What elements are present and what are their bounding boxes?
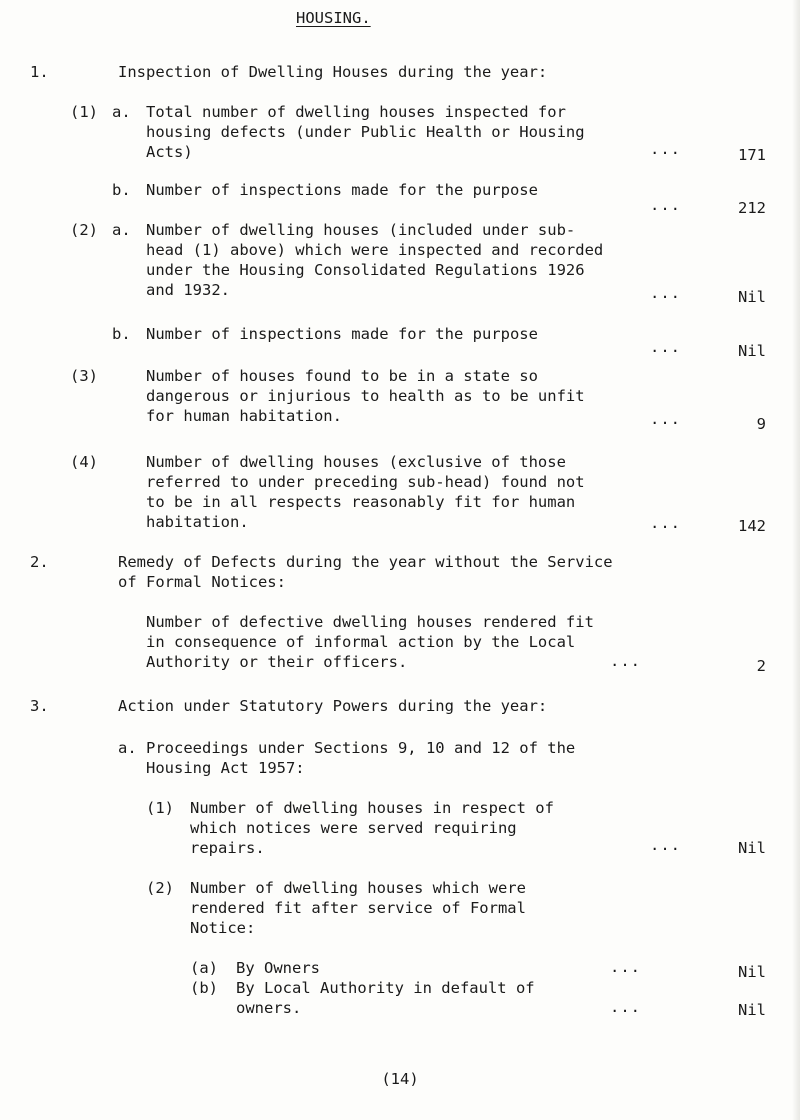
section-2-dots: ... bbox=[610, 652, 641, 670]
section-2-number: 2. bbox=[30, 553, 49, 571]
sub-1-line-2: which notices were served requiring bbox=[190, 819, 517, 837]
sub-2a-label: (a) bbox=[190, 959, 218, 977]
sub-2-line-3: Notice: bbox=[190, 919, 256, 937]
section-2-heading-line-1: Remedy of Defects during the year without the Service bbox=[118, 553, 613, 571]
item-4-line-1: Number of dwelling houses (exclusive of those bbox=[146, 453, 566, 471]
item-2a-value: Nil bbox=[738, 288, 766, 306]
item-2a-line-4: and 1932. bbox=[146, 281, 230, 299]
item-3-line-2: dangerous or injurious to health as to be unfit bbox=[146, 387, 585, 405]
section-2-line-2: in consequence of informal action by the Local bbox=[146, 633, 576, 651]
section-1-heading: Inspection of Dwelling Houses during the year: bbox=[118, 63, 548, 81]
section-3-number: 3. bbox=[30, 697, 49, 715]
item-3-dots: ... bbox=[650, 410, 681, 428]
item-2a-line-3: under the Housing Consolidated Regulations 1926 bbox=[146, 261, 585, 279]
item-1a-dots: ... bbox=[650, 140, 681, 158]
item-1a-line-2: housing defects (under Public Health or Housing bbox=[146, 123, 585, 141]
section-2-value: 2 bbox=[756, 657, 766, 675]
item-4-number: (4) bbox=[70, 453, 98, 471]
sub-2a-value: Nil bbox=[738, 963, 766, 981]
item-2b-line-1: Number of inspections made for the purpose bbox=[146, 325, 538, 343]
item-1b-dots: ... bbox=[650, 196, 681, 214]
sub-2a-dots: ... bbox=[610, 958, 641, 976]
item-1b-line-1: Number of inspections made for the purpose bbox=[146, 181, 538, 199]
item-2-number: (2) bbox=[70, 221, 98, 239]
section-2-line-1: Number of defective dwelling houses rendered fit bbox=[146, 613, 594, 631]
sub-2b-line-2: owners. bbox=[236, 999, 302, 1017]
page-edge-shadow bbox=[792, 0, 800, 1120]
sub-1-value: Nil bbox=[738, 839, 766, 857]
sub-2b-line-1: By Local Authority in default of bbox=[236, 979, 535, 997]
item-4-line-2: referred to under preceding sub-head) found not bbox=[146, 473, 585, 491]
section-3a-line-1: Proceedings under Sections 9, 10 and 12 of the bbox=[146, 739, 576, 757]
item-4-line-3: to be in all respects reasonably fit for human bbox=[146, 493, 576, 511]
item-3-line-1: Number of houses found to be in a state so bbox=[146, 367, 538, 385]
sub-1-line-3: repairs. bbox=[190, 839, 265, 857]
page-title: HOUSING. bbox=[296, 9, 371, 27]
sub-1-dots: ... bbox=[650, 836, 681, 854]
item-1a-line-3: Acts) bbox=[146, 143, 193, 161]
page-number: (14) bbox=[381, 1070, 419, 1088]
item-3-line-3: for human habitation. bbox=[146, 407, 342, 425]
sub-2a-text: By Owners bbox=[236, 959, 320, 977]
item-1b-value: 212 bbox=[738, 199, 766, 217]
sub-1-line-1: Number of dwelling houses in respect of bbox=[190, 799, 554, 817]
item-4-line-4: habitation. bbox=[146, 513, 249, 531]
item-2a-dots: ... bbox=[650, 284, 681, 302]
section-3a-label: a. bbox=[118, 739, 137, 757]
section-2-line-3: Authority or their officers. bbox=[146, 653, 408, 671]
sub-2-line-1: Number of dwelling houses which were bbox=[190, 879, 526, 897]
sub-2b-dots: ... bbox=[610, 998, 641, 1016]
item-2a-label: a. bbox=[112, 221, 131, 239]
section-3-heading: Action under Statutory Powers during the year: bbox=[118, 697, 548, 715]
sub-1-number: (1) bbox=[146, 799, 174, 817]
section-2-heading-line-2: of Formal Notices: bbox=[118, 573, 286, 591]
item-2a-line-2: head (1) above) which were inspected and recorded bbox=[146, 241, 604, 259]
item-2b-label: b. bbox=[112, 325, 131, 343]
item-1a-value: 171 bbox=[738, 146, 766, 164]
item-2b-dots: ... bbox=[650, 338, 681, 356]
item-2b-value: Nil bbox=[738, 342, 766, 360]
item-1b-label: b. bbox=[112, 181, 131, 199]
sub-2b-value: Nil bbox=[738, 1001, 766, 1019]
section-1-number: 1. bbox=[30, 63, 49, 81]
sub-2b-label: (b) bbox=[190, 979, 218, 997]
section-3a-line-2: Housing Act 1957: bbox=[146, 759, 305, 777]
sub-2-line-2: rendered fit after service of Formal bbox=[190, 899, 526, 917]
item-1a-label: a. bbox=[112, 103, 131, 121]
item-2a-line-1: Number of dwelling houses (included under sub- bbox=[146, 221, 576, 239]
item-1-number: (1) bbox=[70, 103, 98, 121]
sub-2-number: (2) bbox=[146, 879, 174, 897]
item-4-dots: ... bbox=[650, 514, 681, 532]
item-3-number: (3) bbox=[70, 367, 98, 385]
item-3-value: 9 bbox=[756, 415, 766, 433]
item-1a-line-1: Total number of dwelling houses inspected for bbox=[146, 103, 566, 121]
item-4-value: 142 bbox=[738, 517, 766, 535]
